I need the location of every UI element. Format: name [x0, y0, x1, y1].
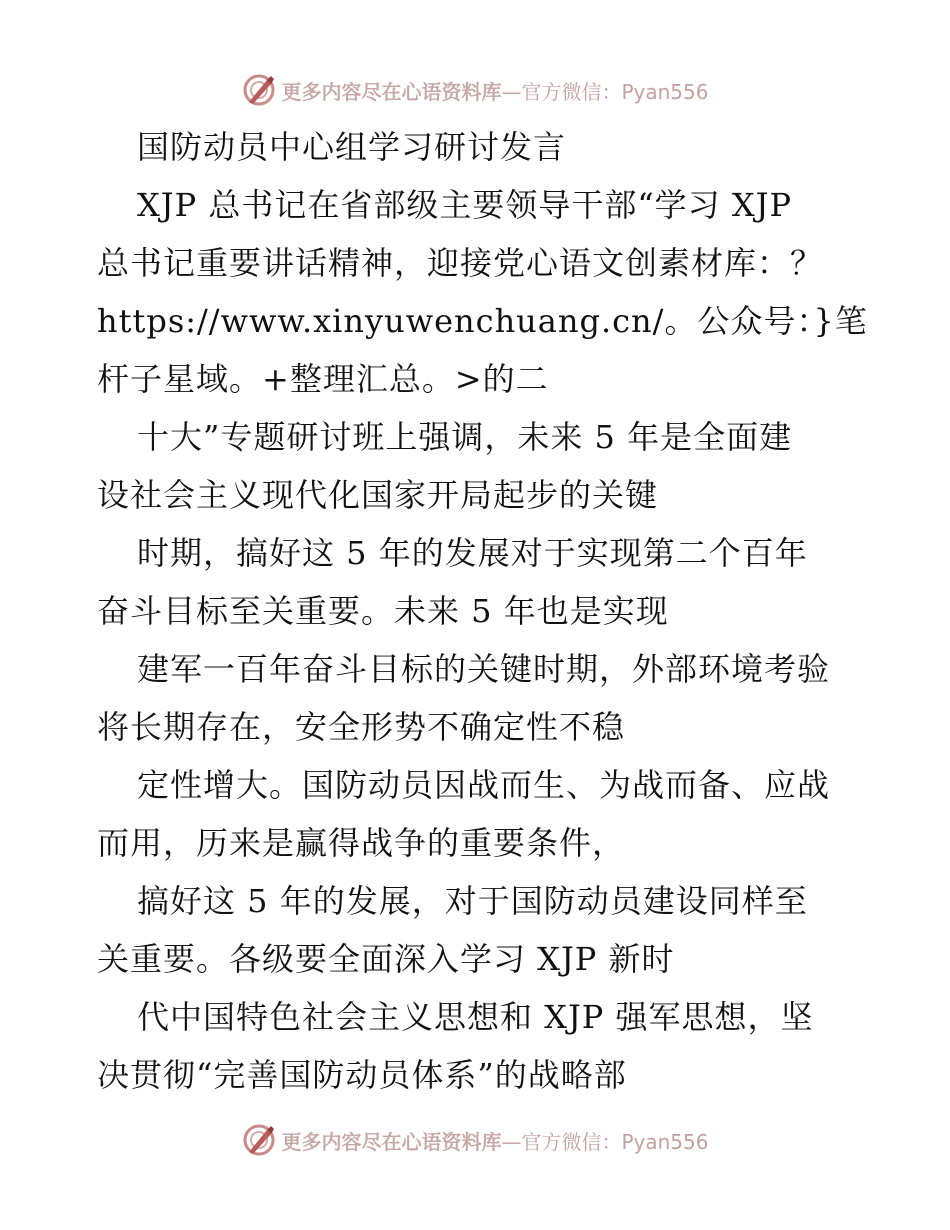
document-line: XJP 总书记在省部级主要领导干部“学习 XJP: [137, 186, 792, 224]
document-line: 将长期存在，安全形势不确定性不稳: [97, 708, 626, 746]
header-banner-content: [241, 72, 708, 108]
banner-wechat-text: 官方微信：Pyan556: [521, 79, 709, 104]
banner-dash: —: [501, 1129, 522, 1154]
document-line: 而用，历来是赢得战争的重要条件，: [97, 824, 626, 862]
document-line: 定性增大。国防动员因战而生、为战而备、应战: [137, 766, 831, 804]
document-line: 关重要。各级要全面深入学习 XJP 新时: [97, 940, 675, 978]
document-line: 奋斗目标至关重要。未来 5 年也是实现: [97, 592, 669, 630]
document-line: https://www.xinyuwenchuang.cn/。公众号：}笔: [97, 302, 868, 340]
banner-dash: —: [501, 79, 522, 104]
footer-banner-content: [241, 1122, 708, 1158]
document-line: 时期，搞好这 5 年的发展对于实现第二个百年: [137, 534, 808, 572]
footer-banner: [0, 1120, 950, 1160]
document-line: 搞好这 5 年的发展，对于国防动员建设同样至: [137, 882, 808, 920]
banner-wechat-text: 官方微信：Pyan556: [521, 1129, 709, 1154]
banner-text: [281, 76, 708, 105]
banner-main-text: 更多内容尽在心语资料库: [281, 79, 502, 104]
document-line: 国防动员中心组学习研讨发言: [137, 128, 567, 166]
document-body: [97, 118, 868, 1104]
banner-text: [281, 1126, 708, 1155]
document-line: 杆子星域。+整理汇总。>的二: [97, 360, 549, 398]
document-line: 十大”专题研讨班上强调，未来 5 年是全面建: [137, 418, 793, 456]
header-banner: [0, 70, 950, 110]
document-line: 总书记重要讲话精神，迎接党心语文创素材库：？: [97, 244, 824, 282]
document-line: 建军一百年奋斗目标的关键时期，外部环境考验: [137, 650, 831, 688]
pen-logo-icon: [241, 72, 277, 108]
pen-logo-icon: [241, 1122, 277, 1158]
document-line: 决贯彻“完善国防动员体系”的战略部: [97, 1056, 627, 1094]
document-line: 代中国特色社会主义思想和 XJP 强军思想，坚: [137, 998, 814, 1036]
document-line: 设社会主义现代化国家开局起步的关键: [97, 476, 659, 514]
banner-main-text: 更多内容尽在心语资料库: [281, 1129, 502, 1154]
